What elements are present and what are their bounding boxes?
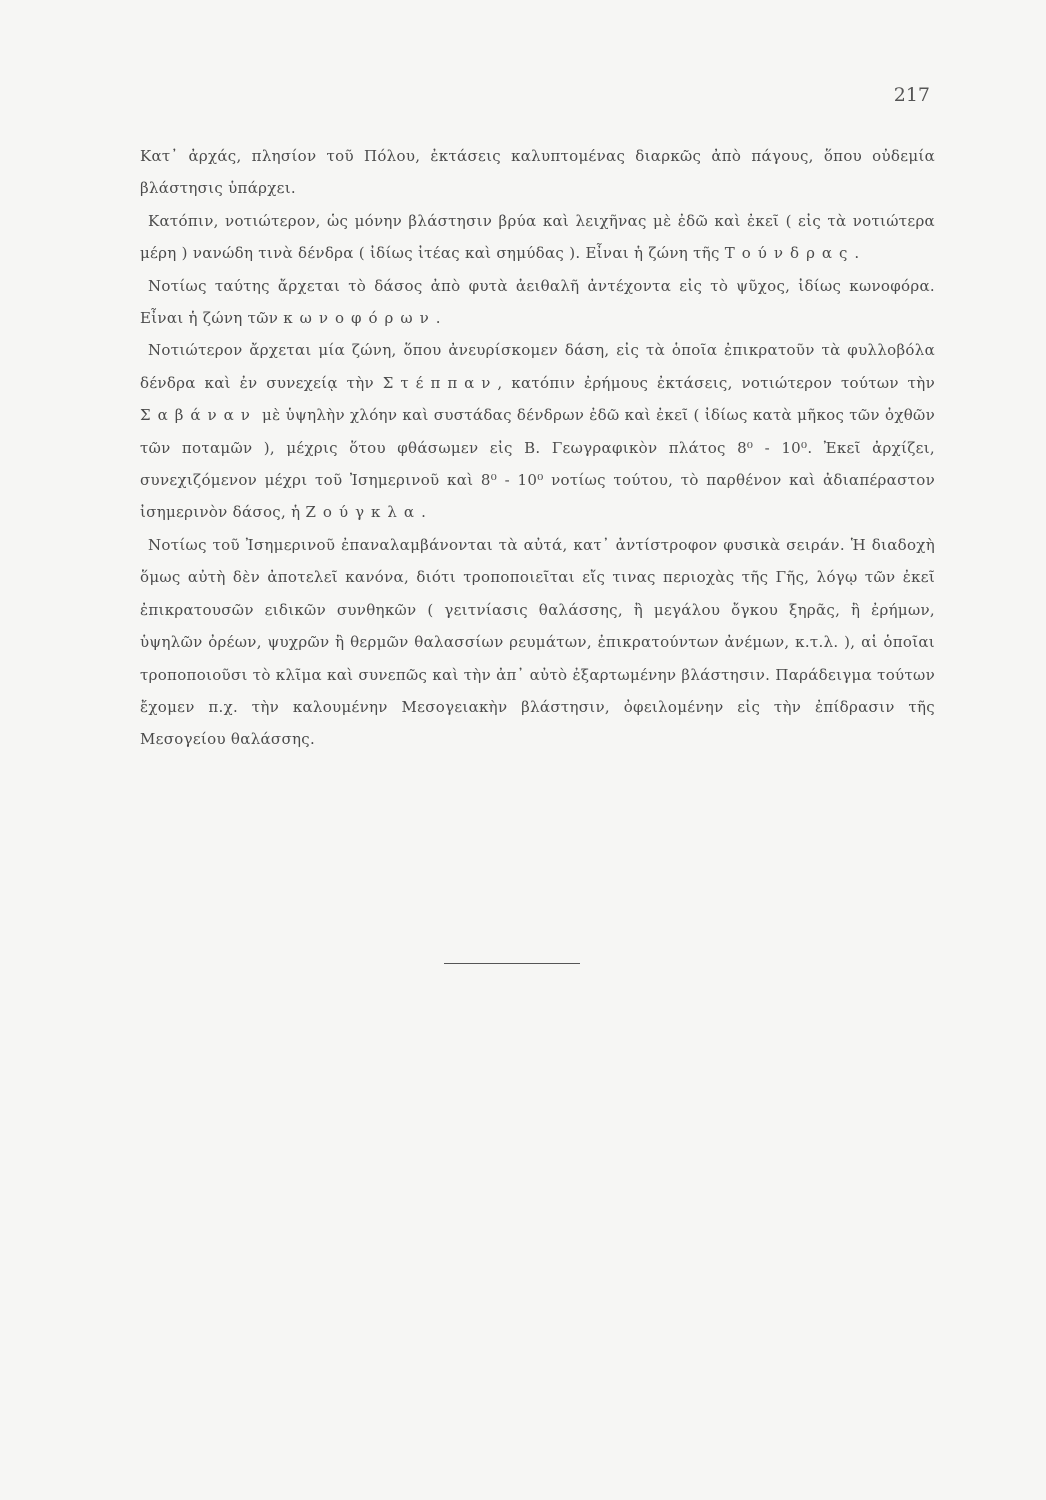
paragraph-2-end: . bbox=[854, 244, 860, 263]
paragraph-1 bbox=[140, 140, 935, 205]
body-text bbox=[140, 140, 935, 756]
paragraph-4-middle: , κατόπιν ἐρήμους ἐκτάσεις, νοτιώτερον τούτων τὴν bbox=[497, 373, 935, 392]
paragraph-3 bbox=[140, 270, 935, 335]
paragraph-4-text: Νοτιώτερον ἄρχεται μία ζώνη, ὅπου ἀνευρίσκομεν δάση, εἰς τὰ ὁποῖα ἐπικρατοῦν τὰ φυλλοβόλα δένδρα καὶ ἐν συνεχείᾳ τὴν bbox=[140, 341, 935, 392]
page-number: 217 bbox=[893, 84, 930, 106]
paragraph-5 bbox=[140, 529, 935, 756]
paragraph-3-end: . bbox=[435, 309, 441, 328]
paragraph-1-text: Κατ᾽ ἀρχάς, πλησίον τοῦ Πόλου, ἐκτάσεις καλυπτομένας διαρκῶς ἀπὸ πάγους, ὅπου οὐδεμία βλάστησις ὑπάρχει. bbox=[140, 147, 935, 198]
paragraph-2 bbox=[140, 205, 935, 270]
term-savanna: Σαβάναν bbox=[140, 406, 257, 425]
end-rule bbox=[444, 963, 580, 964]
paragraph-4 bbox=[140, 334, 935, 528]
paragraph-4-middle-2: μὲ ὑψηλὴν χλόην καὶ συστάδας δένδρων ἐδῶ καὶ ἐκεῖ ( ἰδίως κατὰ μῆκος τῶν ὀχθῶν τῶν ποταμῶν ), μέχρις ὅτου φθάσωμεν εἰς Β. Γεωγραφικὸν πλάτος 8⁰ - 10⁰. Ἐκεῖ ἀρχίζει, συνεχιζόμενον μέχρι τοῦ Ἰσημερινοῦ καὶ 8⁰ - 10⁰ νοτίως τούτου, τὸ παρθένον καὶ ἀδιαπέραστον ἰσημερινὸν δάσος, ἡ bbox=[140, 406, 935, 522]
term-jungle: Ζούγκλα bbox=[305, 503, 422, 522]
term-steppe: Στέππαν bbox=[382, 373, 498, 392]
paragraph-2-text: Κατόπιν, νοτιώτερον, ὡς μόνην βλάστησιν βρύα καὶ λειχῆνας μὲ ἐδῶ καὶ ἐκεῖ ( εἰς τὰ νοτιώτερα μέρη ) νανώδη τινὰ δένδρα ( ἰδίως ἰτέας καὶ σημύδας ). Εἶναι ἡ ζώνη τῆς bbox=[140, 211, 935, 263]
paragraph-5-text: Νοτίως τοῦ Ἰσημερινοῦ ἐπαναλαμβάνονται τὰ αὐτά, κατ᾽ ἀντίστροφον φυσικὰ σειράν. Ἡ διαδοχὴ ὅμως αὐτὴ δὲν ἀποτελεῖ κανόνα, διότι τροποποιεῖται εἴς τινας περιοχὰς τῆς Γῆς, λόγῳ τῶν ἐκεῖ ἐπικρατουσῶν ειδικῶν συνθηκῶν ( γειτνίασις θαλάσσης, ἢ μεγάλου ὄγκου ξηρᾶς, ἢ ἐρήμων, ὑψηλῶν ὀρέων, ψυχρῶν ἢ θερμῶν θαλασσίων ρευμάτων, ἐπικρατούντων ἀνέμων, κ.τ.λ. ), αἱ ὁποῖαι τροποποιοῦσι τὸ κλῖμα καὶ συνεπῶς καὶ τὴν ἀπ᾽ αὐτὸ ἐξαρτωμένην βλάστησιν. Παράδειγμα τούτων ἔχομεν π.χ. τὴν καλουμένην Μεσογειακὴν βλάστησιν, ὀφειλομένην εἰς τὴν ἐπίδρασιν τῆς Μεσογείου θαλάσσης. bbox=[140, 535, 935, 749]
paragraph-3-text: Νοτίως ταύτης ἄρχεται τὸ δάσος ἀπὸ φυτὰ ἀειθαλῆ ἀντέχοντα εἰς τὸ ψῦχος, ἰδίως κωνοφόρα. Εἶναι ἡ ζώνη τῶν bbox=[140, 276, 935, 328]
term-tundra: Τούνδρας bbox=[724, 244, 855, 263]
term-conifers: κωνοφόρων bbox=[283, 309, 436, 328]
paragraph-4-end: . bbox=[421, 503, 427, 522]
